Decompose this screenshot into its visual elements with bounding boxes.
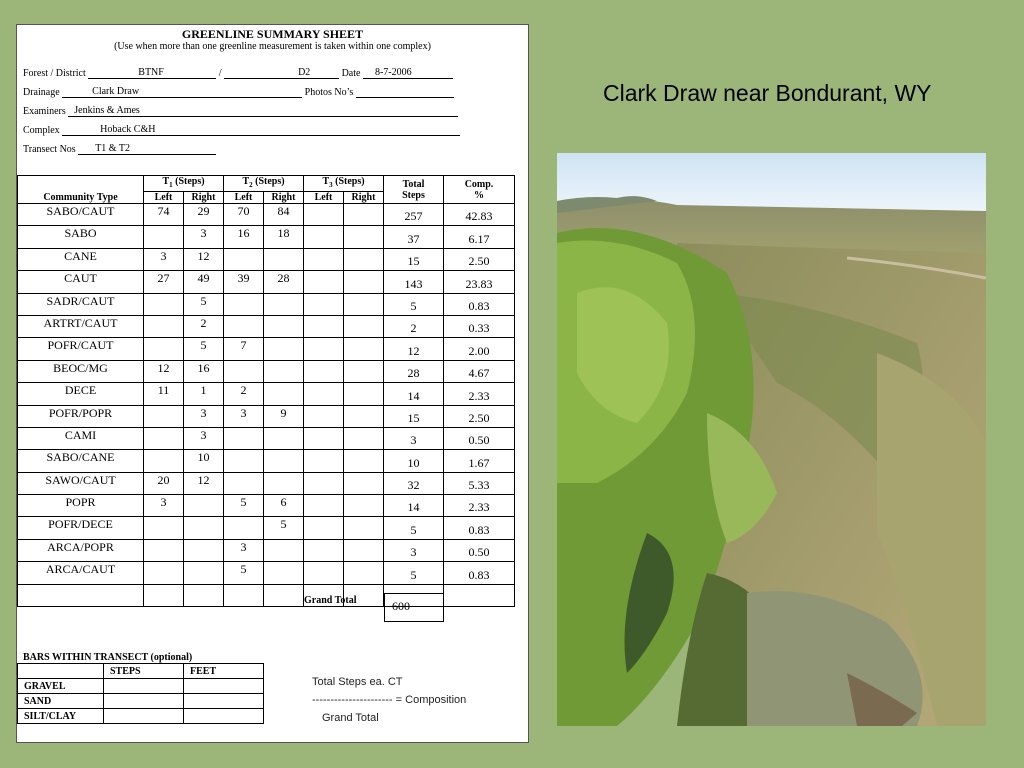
- t1-right-cell: 1: [184, 383, 224, 405]
- comp-percent-cell: 0.83: [444, 293, 515, 315]
- t3-right-cell: [344, 472, 384, 494]
- community-type-cell: ARCA/CAUT: [18, 562, 144, 584]
- t2-right-cell: [264, 383, 304, 405]
- t2-left-cell: [224, 450, 264, 472]
- t1-right-header: Right: [184, 192, 224, 204]
- slide-caption: Clark Draw near Bondurant, WY: [603, 80, 932, 106]
- total-steps-cell: 14: [384, 495, 444, 517]
- total-steps-cell: 143: [384, 271, 444, 293]
- examiners-label: Examiners: [23, 106, 66, 117]
- t2-left-cell: 70: [224, 204, 264, 226]
- t2-right-header: Right: [264, 192, 304, 204]
- t2-left-cell: [224, 584, 264, 606]
- total-steps-cell: 5: [384, 562, 444, 584]
- t2-left-cell: 16: [224, 226, 264, 248]
- composition-formula: [312, 673, 466, 727]
- t3-left-cell: [304, 427, 344, 449]
- t2-left-cell: [224, 472, 264, 494]
- t1-right-cell: 5: [184, 293, 224, 315]
- t1-left-cell: [144, 539, 184, 561]
- formula-numerator: Total Steps ea. CT: [312, 676, 403, 688]
- drainage-field: [62, 86, 302, 98]
- community-type-header: Community Type: [18, 176, 144, 204]
- bars-steps-header: STEPS: [104, 664, 184, 679]
- grand-total-value: 600: [384, 593, 444, 622]
- total-steps-cell: 10: [384, 450, 444, 472]
- comp-percent-cell: 2.33: [444, 383, 515, 405]
- t1-right-cell: 3: [184, 405, 224, 427]
- table-row: [18, 472, 515, 494]
- total-steps-cell: 5: [384, 293, 444, 315]
- examiners-row: [23, 105, 458, 117]
- community-type-cell: SAWO/CAUT: [18, 472, 144, 494]
- t2-right-cell: [264, 338, 304, 360]
- comp-percent-cell: [444, 584, 515, 606]
- t2-left-cell: [224, 293, 264, 315]
- community-type-cell: [18, 584, 144, 606]
- t1-left-cell: [144, 226, 184, 248]
- table-row: [18, 539, 515, 561]
- forest-district-row: Forest / District BTNF / D2 Date 8-7-2006: [23, 67, 453, 79]
- t3-left-cell: [304, 271, 344, 293]
- t3-left-cell: [304, 383, 344, 405]
- table-row: [18, 562, 515, 584]
- t3-right-cell: [344, 248, 384, 270]
- table-row: [18, 204, 515, 226]
- t3-left-header: Left: [304, 192, 344, 204]
- t1-left-cell: [144, 427, 184, 449]
- t1-right-cell: [184, 517, 224, 539]
- bars-row-gravel: GRAVEL: [18, 679, 104, 694]
- examiners-field: [68, 105, 458, 117]
- t3-left-cell: [304, 293, 344, 315]
- community-type-cell: SABO/CAUT: [18, 204, 144, 226]
- community-type-cell: CAUT: [18, 271, 144, 293]
- community-type-cell: SABO: [18, 226, 144, 248]
- comp-percent-cell: 0.83: [444, 562, 515, 584]
- t3-right-cell: [344, 450, 384, 472]
- community-type-cell: SADR/CAUT: [18, 293, 144, 315]
- t3-right-cell: [344, 293, 384, 315]
- bars-row-sand: SAND: [18, 694, 104, 709]
- examiners-value: Jenkins & Ames: [74, 105, 140, 116]
- t1-right-cell: 5: [184, 338, 224, 360]
- t1-right-cell: [184, 584, 224, 606]
- t1-right-cell: 3: [184, 226, 224, 248]
- t1-left-cell: [144, 584, 184, 606]
- date-label: Date: [341, 68, 361, 79]
- transect-row: [23, 143, 216, 155]
- t2-right-cell: 9: [264, 405, 304, 427]
- t1-left-cell: [144, 293, 184, 315]
- creek-photo: [557, 153, 986, 726]
- community-type-cell: CAMI: [18, 427, 144, 449]
- comp-percent-cell: 1.67: [444, 450, 515, 472]
- forest-field: [88, 67, 216, 79]
- table-row: [18, 383, 515, 405]
- community-type-cell: BEOC/MG: [18, 360, 144, 382]
- bars-table: [17, 663, 264, 724]
- t1-right-cell: [184, 539, 224, 561]
- t1-left-cell: 74: [144, 204, 184, 226]
- t3-right-cell: [344, 226, 384, 248]
- sheet-subtitle: (Use when more than one greenline measurement is taken within one complex): [114, 41, 431, 52]
- t3-right-cell: [344, 495, 384, 517]
- t2-right-cell: 6: [264, 495, 304, 517]
- community-type-cell: ARTRT/CAUT: [18, 315, 144, 337]
- total-steps-cell: 5: [384, 517, 444, 539]
- transect-value: T1 & T2: [95, 143, 131, 154]
- community-type-cell: POFR/POPR: [18, 405, 144, 427]
- t3-right-cell: [344, 517, 384, 539]
- t2-left-cell: [224, 360, 264, 382]
- total-steps-cell: 257: [384, 204, 444, 226]
- photos-label: Photos No’s: [304, 87, 354, 98]
- formula-line: ---------------------- = Composition: [312, 694, 467, 706]
- t2-left-cell: [224, 315, 264, 337]
- photos-field: [356, 86, 454, 98]
- t2-right-cell: [264, 360, 304, 382]
- comp-percent-cell: 4.67: [444, 360, 515, 382]
- sheet-title: GREENLINE SUMMARY SHEET: [181, 27, 364, 41]
- t3-left-cell: [304, 495, 344, 517]
- t1-right-cell: 29: [184, 204, 224, 226]
- comp-percent-cell: 0.83: [444, 517, 515, 539]
- t3-header: $T_3$ (Steps): [304, 176, 384, 192]
- total-steps-cell: 14: [384, 383, 444, 405]
- t3-left-cell: [304, 338, 344, 360]
- table-row: [18, 338, 515, 360]
- complex-row: [23, 124, 460, 136]
- formula-denominator: Grand Total: [322, 712, 379, 724]
- t2-left-cell: 2: [224, 383, 264, 405]
- complex-label: Complex: [23, 125, 60, 136]
- drainage-row: [23, 86, 454, 98]
- grand-total-label: Grand Total: [304, 595, 357, 606]
- community-type-cell: POPR: [18, 495, 144, 517]
- comp-percent-cell: 5.33: [444, 472, 515, 494]
- t2-right-cell: [264, 248, 304, 270]
- t1-left-cell: [144, 338, 184, 360]
- table-row: [18, 517, 515, 539]
- total-steps-cell: 37: [384, 226, 444, 248]
- forest-value: BTNF: [138, 67, 164, 78]
- total-steps-cell: 15: [384, 248, 444, 270]
- t3-right-cell: [344, 562, 384, 584]
- t1-right-cell: 10: [184, 450, 224, 472]
- comp-percent-cell: 0.33: [444, 315, 515, 337]
- t1-left-cell: 12: [144, 360, 184, 382]
- t3-left-cell: [304, 562, 344, 584]
- table-row: [18, 405, 515, 427]
- community-type-cell: DECE: [18, 383, 144, 405]
- t1-left-cell: [144, 517, 184, 539]
- t2-left-cell: [224, 517, 264, 539]
- total-steps-cell: 3: [384, 427, 444, 449]
- comp-percent-cell: 0.50: [444, 427, 515, 449]
- table-row: [18, 450, 515, 472]
- complex-value: Hoback C&H: [100, 124, 156, 135]
- comp-percent-cell: 2.50: [444, 405, 515, 427]
- t1-left-cell: 3: [144, 495, 184, 517]
- t1-right-cell: 12: [184, 472, 224, 494]
- table-row: [18, 293, 515, 315]
- t3-left-cell: [304, 204, 344, 226]
- t2-left-cell: 5: [224, 495, 264, 517]
- date-value: 8-7-2006: [374, 67, 412, 78]
- comp-percent-cell: 42.83: [444, 204, 515, 226]
- t2-right-cell: 5: [264, 517, 304, 539]
- t2-right-cell: [264, 472, 304, 494]
- district-field: [224, 67, 339, 79]
- t3-right-header: Right: [344, 192, 384, 204]
- community-type-cell: ARCA/POPR: [18, 539, 144, 561]
- district-value: D2: [298, 67, 311, 78]
- community-type-cell: SABO/CANE: [18, 450, 144, 472]
- community-type-cell: CANE: [18, 248, 144, 270]
- t2-right-cell: [264, 562, 304, 584]
- t2-right-cell: 28: [264, 271, 304, 293]
- t1-left-cell: 11: [144, 383, 184, 405]
- community-type-cell: POFR/CAUT: [18, 338, 144, 360]
- t2-right-cell: [264, 315, 304, 337]
- bars-title: BARS WITHIN TRANSECT (optional): [23, 652, 193, 663]
- community-type-cell: POFR/DECE: [18, 517, 144, 539]
- t3-right-cell: [344, 315, 384, 337]
- t2-left-cell: [224, 427, 264, 449]
- table-row: [18, 226, 515, 248]
- t1-left-cell: 27: [144, 271, 184, 293]
- t1-right-cell: [184, 495, 224, 517]
- comp-header: Comp. %: [444, 176, 515, 204]
- t2-right-cell: [264, 584, 304, 606]
- comp-percent-cell: 6.17: [444, 226, 515, 248]
- forest-label: Forest / District: [23, 68, 86, 79]
- total-steps-cell: 15: [384, 405, 444, 427]
- table-row: [18, 271, 515, 293]
- t1-right-cell: 49: [184, 271, 224, 293]
- t3-left-cell: [304, 450, 344, 472]
- t1-left-cell: [144, 405, 184, 427]
- t1-left-cell: [144, 315, 184, 337]
- community-type-table: [17, 175, 515, 607]
- t3-right-cell: [344, 405, 384, 427]
- t3-left-cell: [304, 472, 344, 494]
- bars-feet-header: FEET: [184, 664, 264, 679]
- comp-percent-cell: 23.83: [444, 271, 515, 293]
- comp-percent-cell: 2.00: [444, 338, 515, 360]
- t3-left-cell: [304, 248, 344, 270]
- transect-label: Transect Nos: [23, 144, 76, 155]
- t3-right-cell: [344, 427, 384, 449]
- bars-row-silt-clay: SILT/CLAY: [18, 709, 104, 724]
- t2-left-cell: [224, 248, 264, 270]
- table-row: [18, 360, 515, 382]
- t3-right-cell: [344, 338, 384, 360]
- t1-right-cell: 16: [184, 360, 224, 382]
- total-steps-header: Total Steps: [384, 176, 444, 204]
- t3-left-cell: [304, 405, 344, 427]
- complex-field: [62, 124, 460, 136]
- transect-field: [78, 143, 216, 155]
- t2-right-cell: [264, 427, 304, 449]
- table-row: [18, 248, 515, 270]
- t3-left-cell: [304, 517, 344, 539]
- t2-left-cell: 3: [224, 405, 264, 427]
- t2-right-cell: [264, 539, 304, 561]
- comp-percent-cell: 0.50: [444, 539, 515, 561]
- t1-left-cell: 3: [144, 248, 184, 270]
- greenline-summary-sheet: [16, 24, 529, 743]
- total-steps-cell: 32: [384, 472, 444, 494]
- t2-left-cell: 3: [224, 539, 264, 561]
- drainage-label: Drainage: [23, 87, 60, 98]
- total-steps-cell: 2: [384, 315, 444, 337]
- t2-left-header: Left: [224, 192, 264, 204]
- date-field: [363, 67, 453, 79]
- drainage-value: Clark Draw: [92, 86, 140, 97]
- t1-right-cell: 2: [184, 315, 224, 337]
- t2-left-cell: 39: [224, 271, 264, 293]
- table-row: [18, 427, 515, 449]
- t1-left-cell: [144, 562, 184, 584]
- t3-left-cell: [304, 315, 344, 337]
- t3-left-cell: [304, 539, 344, 561]
- t3-right-cell: [344, 360, 384, 382]
- t2-right-cell: [264, 450, 304, 472]
- table-row: [18, 495, 515, 517]
- comp-percent-cell: 2.33: [444, 495, 515, 517]
- comp-percent-cell: 2.50: [444, 248, 515, 270]
- t2-left-cell: 7: [224, 338, 264, 360]
- t2-right-cell: 18: [264, 226, 304, 248]
- total-steps-cell: 28: [384, 360, 444, 382]
- total-steps-cell: 12: [384, 338, 444, 360]
- t2-right-cell: [264, 293, 304, 315]
- t3-left-cell: [304, 226, 344, 248]
- table-row: [18, 315, 515, 337]
- t3-right-cell: [344, 271, 384, 293]
- t3-left-cell: [304, 360, 344, 382]
- t2-left-cell: 5: [224, 562, 264, 584]
- t1-left-cell: 20: [144, 472, 184, 494]
- t1-right-cell: 12: [184, 248, 224, 270]
- t3-right-cell: [344, 539, 384, 561]
- t3-right-cell: [344, 383, 384, 405]
- t3-right-cell: [344, 204, 384, 226]
- total-steps-cell: 3: [384, 539, 444, 561]
- t2-header: $T_2$ (Steps): [224, 176, 304, 192]
- t1-right-cell: [184, 562, 224, 584]
- t1-header: $T_1$ (Steps): [144, 176, 224, 192]
- t1-left-header: Left: [144, 192, 184, 204]
- t1-left-cell: [144, 450, 184, 472]
- t1-right-cell: 3: [184, 427, 224, 449]
- t2-right-cell: 84: [264, 204, 304, 226]
